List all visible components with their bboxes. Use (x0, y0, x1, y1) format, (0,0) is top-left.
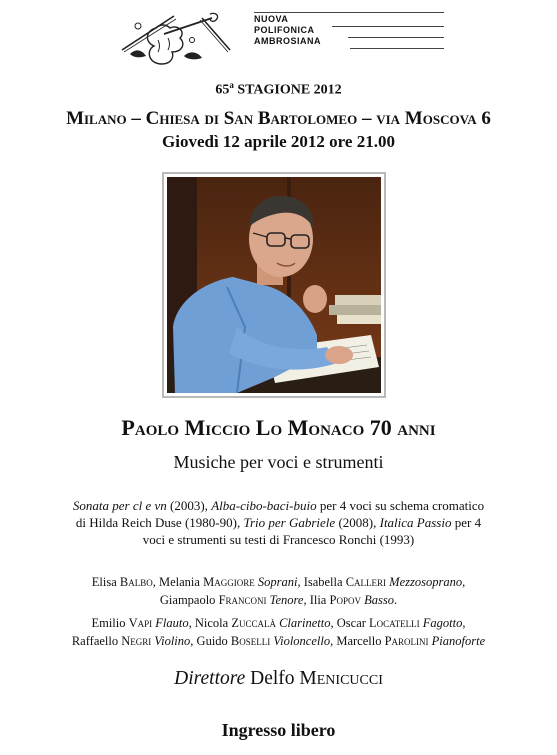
work-description: di Hilda Reich Duse (1980-90), (75, 515, 244, 530)
performer-role: Tenore (269, 593, 304, 607)
performer-first-name: , Guido (190, 634, 231, 648)
composer-portrait-photo (162, 172, 386, 398)
concert-subtitle: Musiche per voci e strumenti (173, 452, 384, 472)
instrumentalists-list (0, 614, 557, 650)
performer-first-name: Raffaello (71, 634, 122, 648)
performer-first-name: , Melania (152, 575, 204, 589)
punctuation: , (462, 575, 466, 589)
logo-text (254, 14, 321, 47)
performer-last-name: Zuccalà (231, 616, 276, 630)
performer-last-name: Vapi (128, 616, 153, 630)
performer-last-name: Popov (329, 593, 361, 607)
violin-emblem-icon (112, 10, 242, 70)
performer-first-name: , Nicola (188, 616, 232, 630)
performer-last-name: Boselli (230, 634, 271, 648)
performer-last-name: Balbo (119, 575, 153, 589)
performer-first-name: Elisa (91, 575, 120, 589)
performer-last-name: Franconi (218, 593, 267, 607)
performer-role: Basso (364, 593, 394, 607)
performer-last-name: Maggiore (203, 575, 255, 589)
venue-line: Milano – Chiesa di San Bartolomeo – via Moscova 6 (66, 108, 491, 129)
singers-list (0, 573, 557, 609)
punctuation: . (393, 593, 398, 607)
performer-role: Clarinetto (279, 616, 331, 630)
instrumentalists-line-2 (0, 632, 557, 650)
work-description: voci e strumenti su testi di Francesco Ronchi (1993) (142, 532, 415, 547)
works-list (0, 497, 557, 548)
performer-last-name: Parolini (384, 634, 429, 648)
conductor-line (0, 668, 557, 690)
performer-role: Flauto (155, 616, 189, 630)
singers-line-1 (0, 573, 557, 591)
season-number: 65 (215, 82, 230, 98)
performer-first-name: , Marcello (330, 634, 385, 648)
conductor-label: Direttore (174, 668, 246, 689)
work-year: (2003), (166, 498, 212, 513)
work-title: Italica Passio (379, 515, 452, 530)
work-title: Alba-cibo-baci-buio (211, 498, 317, 513)
performer-last-name: Calleri (345, 575, 387, 589)
works-line-3 (0, 531, 557, 548)
concert-title: Paolo Miccio Lo Monaco 70 anni (121, 415, 436, 440)
performer-first-name: , Isabella (297, 575, 346, 589)
work-title: Sonata per cl e vn (72, 498, 167, 513)
performer-first-name: Emilio (91, 616, 129, 630)
conductor-last-name: Menicucci (299, 668, 383, 689)
work-year: (2008), (335, 515, 380, 530)
performer-last-name: Negri (121, 634, 152, 648)
logo-line-2: POLIFONICA (254, 25, 315, 35)
logo (112, 10, 442, 70)
performer-role: Pianoforte (431, 634, 486, 648)
performer-first-name: , Ilia (303, 593, 330, 607)
logo-line-3: AMBROSIANA (254, 36, 321, 46)
performer-last-name: Locatelli (369, 616, 420, 630)
instrumentalists-line-1 (0, 614, 557, 632)
date-line: Giovedì 12 aprile 2012 ore 21.00 (162, 132, 395, 151)
logo-line-1: NUOVA (254, 14, 289, 24)
works-line-2 (0, 514, 557, 531)
work-title: Trio per Gabriele (243, 515, 336, 530)
season-sup: a (229, 80, 234, 90)
performer-role: Soprani (257, 575, 298, 589)
performer-role: Fagotto (422, 616, 463, 630)
season-label: STAGIONE 2012 (233, 82, 342, 98)
performer-first-name: , Oscar (330, 616, 370, 630)
work-description: per 4 voci su schema cromatico (316, 498, 485, 513)
season-heading (0, 80, 557, 99)
punctuation: , (462, 616, 466, 630)
performer-role: Violoncello (273, 634, 331, 648)
works-line-1 (0, 497, 557, 514)
singers-line-2 (0, 591, 557, 609)
performer-first-name: Giampaolo (159, 593, 219, 607)
work-description: per 4 (451, 515, 482, 530)
conductor-first-name: Delfo (245, 668, 300, 689)
portrait-image (167, 177, 381, 393)
free-entry-notice: Ingresso libero (221, 720, 336, 740)
performer-role: Mezzosoprano (389, 575, 463, 589)
performer-role: Violino (154, 634, 191, 648)
